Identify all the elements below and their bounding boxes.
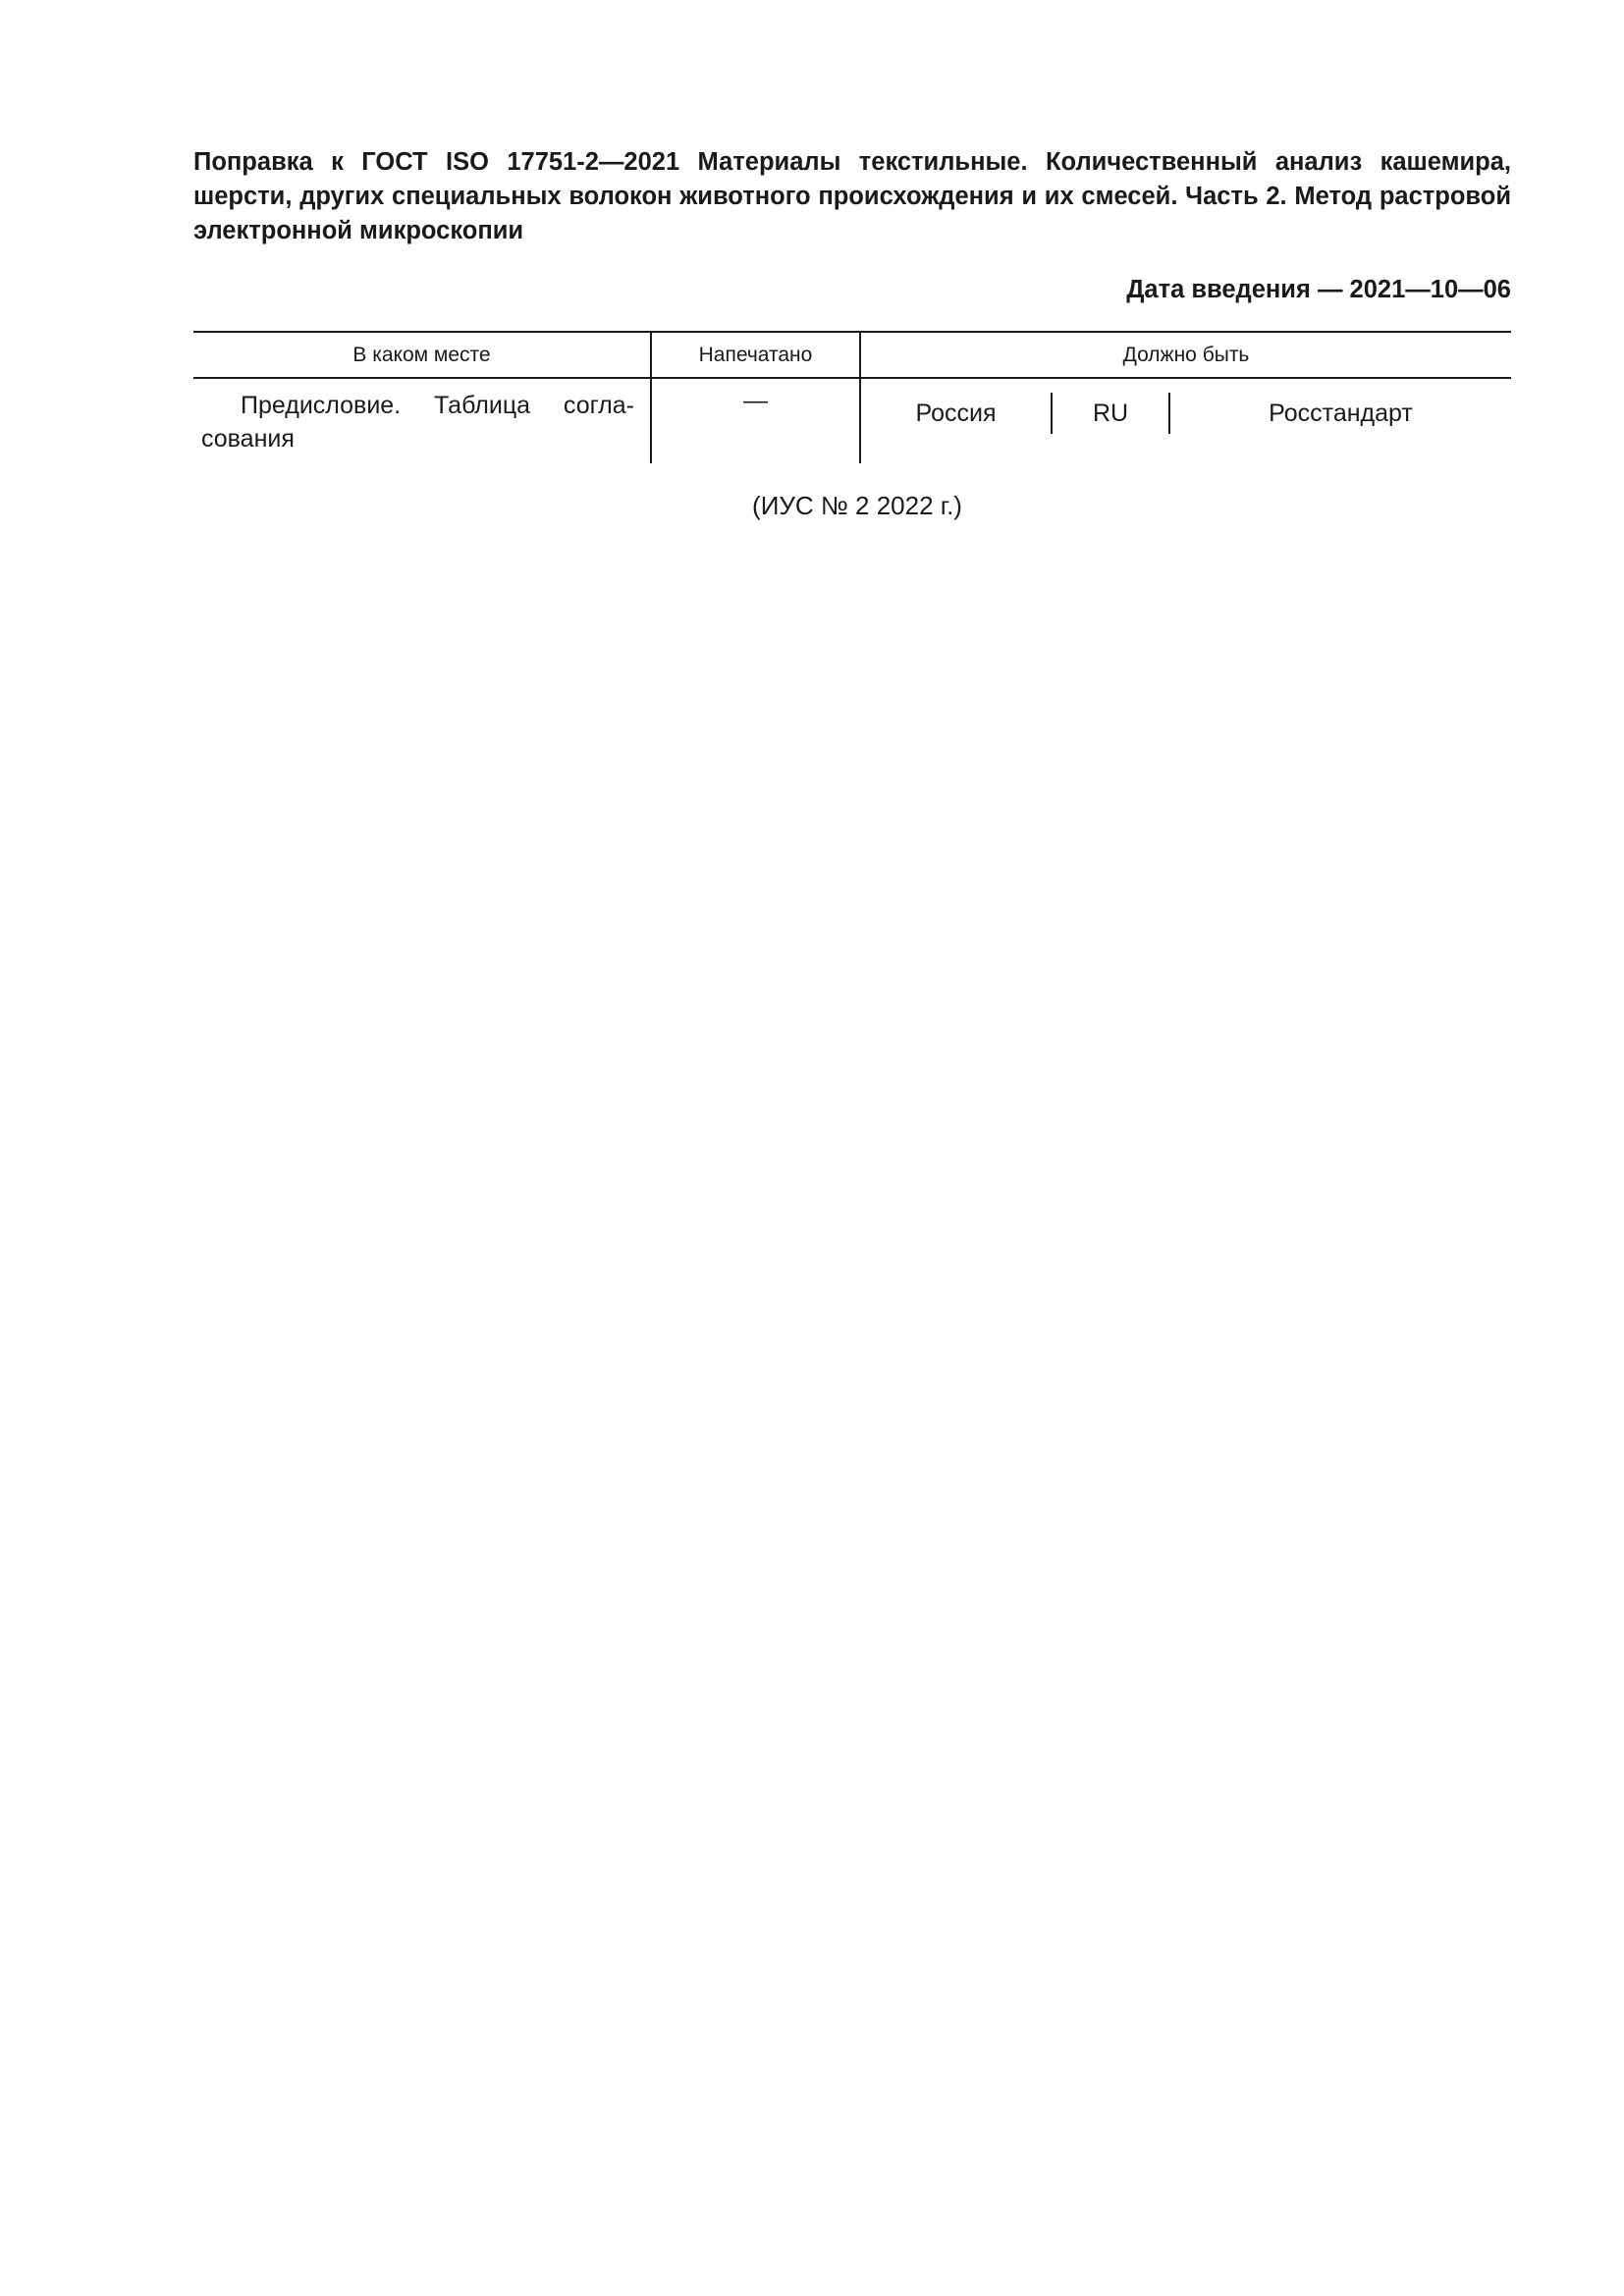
should-be-row xyxy=(861,393,1511,434)
publication-reference: (ИУС № 2 2022 г.) xyxy=(752,491,962,520)
table-row xyxy=(193,378,1511,463)
cell-where: Предисловие. Таблица согла-сования xyxy=(201,392,634,453)
header-where: В каком месте xyxy=(193,332,651,378)
amendment-table xyxy=(193,331,1511,463)
header-should-be: Должно быть xyxy=(860,332,1511,378)
header-printed: Напечатано xyxy=(651,332,860,378)
cell-should-be xyxy=(860,378,1511,463)
should-be-country: Россия xyxy=(861,393,1053,434)
document-title: Поправка к ГОСТ ISO 17751-2—2021 Материалы текстильные. Количественный анализ кашемира, шерсти, других специальных волокон животного происхождения и их смесей. Часть 2. Метод растровой электронной микроскопии xyxy=(193,148,1511,244)
cell-printed: — xyxy=(651,378,860,463)
effective-date: Дата введения — 2021—10—06 xyxy=(1126,276,1511,303)
should-be-code: RU xyxy=(1053,393,1170,434)
document-page xyxy=(193,145,1511,521)
table-header-row xyxy=(193,332,1511,378)
should-be-agency: Росстандарт xyxy=(1269,399,1413,427)
